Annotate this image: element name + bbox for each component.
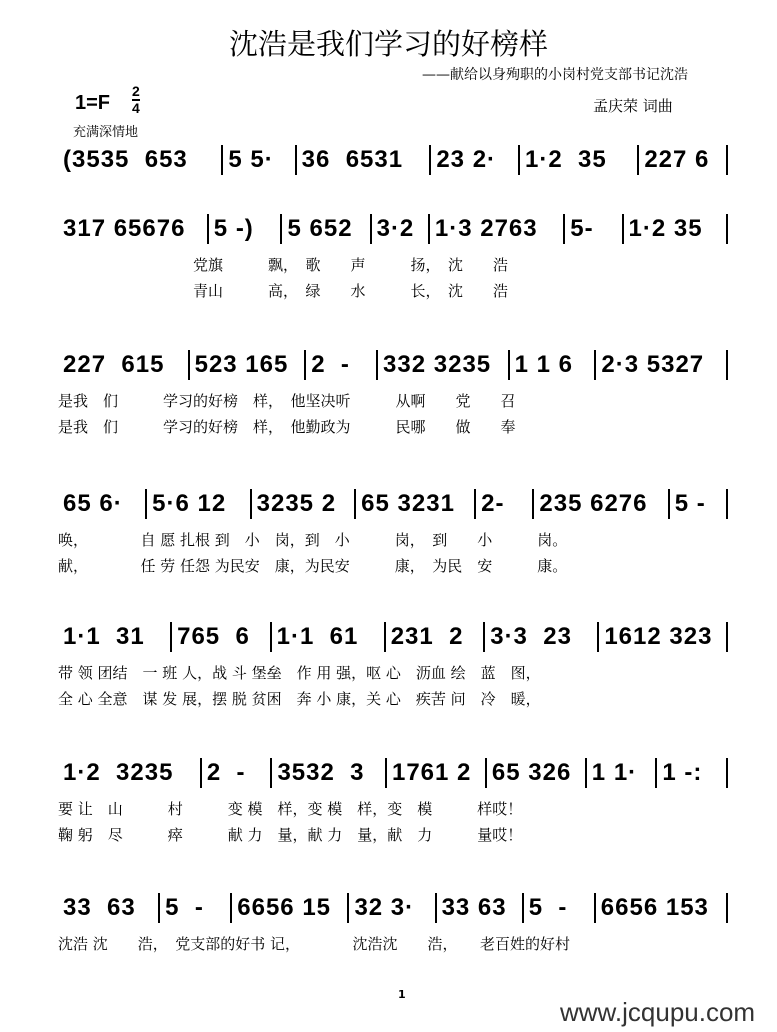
measure: 6656 153: [600, 894, 709, 921]
barline: [726, 489, 728, 519]
song-subtitle: ——献给以身殉职的小岗村党支部书记沈浩: [422, 67, 688, 83]
barline: [726, 893, 728, 923]
measure: 1 -:: [662, 759, 703, 786]
measure: 33 63: [63, 894, 136, 921]
measure: 765 6: [177, 623, 250, 650]
notation-system: [58, 212, 728, 304]
measure: 32 3·: [354, 894, 415, 921]
measure: 1·2 35: [628, 215, 703, 242]
measure: 5 652: [287, 215, 353, 242]
measure: 1 1 6: [514, 351, 574, 378]
lyric-line: 唤， 自 愿 扎根 到 小 岗，到 小 岗， 到 小 岗。: [58, 531, 568, 549]
notation-system: [58, 143, 728, 183]
measure: 65 3231: [361, 490, 455, 517]
note-line: [58, 891, 728, 925]
tempo-marking: 充满深情地: [73, 125, 139, 140]
measure: 65 326: [491, 759, 572, 786]
barline: [726, 622, 728, 652]
note-line: [58, 212, 728, 246]
measure: 227 615: [63, 351, 165, 378]
measure: 23 2·: [436, 146, 497, 173]
measure: 1·2 3235: [63, 759, 174, 786]
measure: 1·1 31: [63, 623, 145, 650]
note-line: [58, 348, 728, 382]
note-line: [58, 620, 728, 654]
measure: 332 3235: [383, 351, 492, 378]
notation-system: [58, 348, 728, 440]
barline: [726, 758, 728, 788]
measure: 65 6·: [63, 490, 123, 517]
measure: (3535 653: [63, 146, 188, 173]
measure: 2·3 5327: [601, 351, 705, 378]
barline: [726, 145, 728, 175]
measure: 2 -: [311, 351, 350, 378]
measure: 3·3 23: [490, 623, 572, 650]
measure: 523 165: [194, 351, 289, 378]
lyric-line: 献， 任 劳 任怨 为民安 康，为民安 康， 为民 安 康。: [58, 557, 568, 575]
notation-system: [58, 487, 728, 579]
lyric-line: 是我 们 学习的好榜 样， 他坚决听 从啊 党 召: [58, 392, 516, 410]
notation-system: [58, 891, 728, 957]
measure: 36 6531: [301, 146, 404, 173]
measure: 2 -: [206, 759, 246, 786]
measure: 5 5·: [228, 146, 274, 173]
measure: 5·6 12: [152, 490, 227, 517]
measure: 231 2: [390, 623, 464, 650]
lyric-line: 带 领 团结 一 班 人，战 斗 堡垒 作 用 强，呕 心 沥血 绘 蓝 图，: [58, 664, 541, 682]
measure: 6656 15: [237, 894, 332, 921]
lyric-line: 党旗 飘， 歌 声 扬， 沈 浩: [58, 256, 509, 274]
note-line: [58, 487, 728, 521]
measure: 5 -: [528, 894, 568, 921]
measure: 33 63: [441, 894, 507, 921]
notation-system: [58, 756, 728, 848]
note-line: [58, 756, 728, 790]
measure: 3532 3: [277, 759, 365, 786]
measure: 1·3 2763: [434, 215, 538, 242]
lyric-line: 全 心 全意 谋 发 展，摆 脱 贫困 奔 小 康，关 心 疾苦 问 冷 暖，: [58, 690, 541, 708]
measure: 1·2 35: [525, 146, 607, 173]
lyric-line: 沈浩 沈 浩， 党支部的好书 记， 沈浩沈 浩， 老百姓的好村: [58, 935, 571, 953]
measure: 5-: [570, 215, 594, 242]
meter-denominator: 4: [132, 100, 140, 116]
measure: 1761 2: [391, 759, 472, 786]
measure: 227 6: [644, 146, 710, 173]
measure: 3235 2: [256, 490, 337, 517]
note-line: [58, 143, 728, 177]
time-signature: [132, 84, 140, 116]
barline: [726, 350, 728, 380]
measure: 3·2: [376, 215, 415, 242]
key-signature: 1=F: [75, 92, 111, 114]
measure: 5 -: [674, 490, 706, 517]
measure: 2-: [481, 490, 505, 517]
watermark: www.jcqupu.com: [560, 997, 756, 1027]
lyric-line: 青山 高， 绿 水 长， 沈 浩: [58, 282, 509, 300]
lyric-line: 要 让 山 村 变 模 样，变 模 样，变 模 样哎！: [58, 800, 523, 818]
measure: 5 -: [165, 894, 204, 921]
page-number: 1: [398, 988, 406, 1001]
measure: 1612 323: [604, 623, 713, 650]
song-title: 沈浩是我们学习的好榜样: [228, 27, 548, 61]
composer-credit: 孟庆荣 词曲: [593, 97, 673, 115]
lyric-line: 鞠 躬 尽 瘁 献 力 量，献 力 量，献 力 量哎！: [58, 826, 523, 844]
measure: 1·1 61: [276, 623, 359, 650]
meter-numerator: 2: [132, 83, 140, 99]
notation-system: [58, 620, 728, 712]
measure: 235 6276: [539, 490, 648, 517]
barline: [726, 214, 728, 244]
lyric-line: 是我 们 学习的好榜 样， 他勤政为 民哪 做 奉: [58, 418, 516, 436]
measure: 5 -): [213, 215, 254, 242]
measure: 317 65676: [63, 215, 186, 242]
measure: 1 1·: [591, 759, 638, 786]
